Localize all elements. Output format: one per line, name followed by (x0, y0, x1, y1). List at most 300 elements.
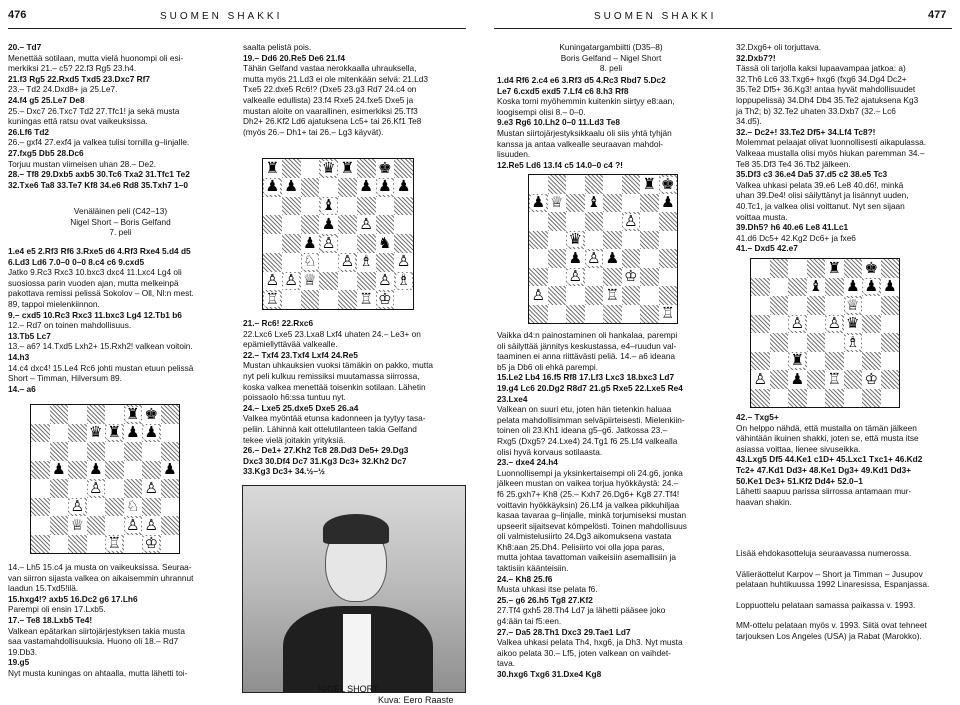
board-square (622, 305, 641, 324)
board-square (263, 290, 282, 309)
board-square (142, 516, 161, 535)
board-square (105, 535, 124, 554)
board-square (751, 259, 770, 278)
move-line: 32.Txe6 Ta8 33.Te7 Kf8 34.e6 Rd8 35.Txh7 1–0 (8, 179, 189, 190)
commentary-line: 34.d5). (736, 116, 762, 127)
game-header-line: Nigel Short – Boris Gelfand (70, 216, 171, 227)
board-square (263, 197, 282, 216)
board-square (376, 215, 395, 234)
board-square (770, 315, 789, 334)
white-knight-icon: ♘ (302, 252, 317, 271)
chess-diagram-1 (30, 404, 180, 554)
commentary-line: kanssa ja antaa valkealle seuraavan mahdol- (497, 138, 664, 149)
board-square (87, 405, 106, 424)
black-pawn-icon: ♟ (51, 460, 66, 479)
board-square (881, 259, 900, 278)
move-line: 50.Ke1 Dc3+ 51.Kf2 Dd4+ 52.0–1 (736, 475, 863, 486)
move-line: 19.g5 (8, 657, 30, 668)
left-running-title: SUOMEN SHAKKI (160, 11, 283, 22)
commentary-line: Txe5 22.dxe5 Rc6!? (Dxe5 23.g3 Rd7 24.c4 on (243, 84, 417, 95)
board-square (788, 296, 807, 315)
board-square (548, 175, 567, 194)
board-square (338, 197, 357, 216)
board-square (357, 290, 376, 309)
commentary-line: b5 ja Db6 oli ehkä parempi. (497, 361, 599, 372)
right-page-number: 477 (928, 9, 947, 21)
board-square (751, 296, 770, 315)
board-square (585, 286, 604, 305)
board-square (142, 405, 161, 424)
board-square (124, 461, 143, 480)
black-pawn-icon: ♟ (531, 193, 546, 212)
board-square (603, 268, 622, 287)
board-square (31, 479, 50, 498)
move-line: 23.Lxe4 (497, 393, 528, 404)
commentary-line: Rxg5 (Dxg5? 24.Lxe4) 24.Tg1 f6 25.Lf4 valkealla (497, 435, 678, 446)
photo-figure-hair (323, 514, 389, 544)
board-square (105, 405, 124, 424)
commentary-line: voittavin hyökkäyksin) 26.Lf4 ja valkea pikkuhiljaa (497, 499, 680, 510)
move-line: 42.– Txg5+ (736, 412, 779, 422)
board-square (640, 194, 659, 213)
right-header-rule (494, 28, 952, 29)
commentary-line: On helppo nähdä, että mustalla on tämän jälkeen (736, 422, 917, 433)
commentary-line: Jatko 9.Rc3 Rxc3 10.bxc3 dxc4 11.Lxc4 Lg4 oli (8, 267, 182, 278)
board-square (376, 197, 395, 216)
white-rook-icon: ♖ (107, 534, 122, 553)
board-square (319, 234, 338, 253)
board-square (50, 535, 69, 554)
board-square (68, 405, 87, 424)
move-line: 19.– Dd6 20.Re5 De6 21.f4 (243, 52, 345, 63)
board-square (161, 479, 180, 498)
board-square (376, 159, 395, 178)
board-square (394, 253, 413, 272)
board-square (881, 389, 900, 408)
board-square (881, 352, 900, 371)
move-line: 26.Lf6 Td2 (8, 126, 50, 137)
commentary-line: vähintään ikuinen shakki, joten se, että musta itse (736, 433, 919, 444)
board-square (161, 516, 180, 535)
white-pawn-icon: ♙ (340, 252, 355, 271)
move-line: 32.– Dc2+! 33.Te2 Df5+ 34.Lf4 Tc8?! (736, 126, 876, 137)
commentary-line: saalta pelistä pois. (243, 42, 312, 52)
board-square (548, 286, 567, 305)
commentary-line: Valkea uhkasi pelata 39.e6 Le8 40.d6!, minkä (736, 179, 904, 190)
board-square (585, 194, 604, 213)
board-square (788, 352, 807, 371)
white-king-icon: ♔ (144, 534, 159, 553)
move-line: 15.hxg4!? axb5 16.Dc2 g6 17.Lh6 (8, 593, 138, 604)
black-king-icon: ♚ (377, 159, 392, 177)
white-pawn-icon: ♙ (827, 314, 842, 333)
commentary-line: f6 25.gxh7+ Kh8 (25.– Kxh7 26.Dg6+ Kg8 27.Tf4! (497, 488, 680, 499)
commentary-line: Torjuu mustan viimeisen uhan 28.– De2. (8, 158, 157, 169)
black-pawn-icon: ♟ (396, 177, 411, 196)
col1-commentary-bottom (8, 562, 233, 679)
board-square (529, 194, 548, 213)
board-square (319, 272, 338, 291)
white-knight-icon: ♘ (125, 497, 140, 516)
board-square (87, 424, 106, 443)
board-square (770, 278, 789, 297)
white-pawn-icon: ♙ (359, 215, 374, 233)
black-rook-icon: ♜ (107, 423, 122, 442)
board-square (282, 178, 301, 197)
move-line: 12.Re5 Ld6 13.f4 c5 14.0–0 c4 ?! (497, 159, 623, 170)
board-square (751, 315, 770, 334)
board-square (640, 175, 659, 194)
commentary-line: merkiksi 21.– c5? 22.f3 Rg5 23.h4. (8, 63, 137, 74)
move-line: 15.Le2 Lb4 16.f5 Rf8 17.Lf3 Lxc3 18.bxc3 Ld7 (497, 372, 675, 383)
board-square (566, 268, 585, 287)
white-rook-icon: ♖ (265, 290, 280, 308)
commentary-line: 32.Th6 Lc6 33.Txg6+ hxg6 (fxg6 34.Dg4 Dc2+ (736, 73, 907, 84)
board-square (788, 370, 807, 389)
board-square (807, 333, 826, 352)
commentary-line: peliin. Lähinnä kait ottelutilanteen takia Gelfand (243, 423, 417, 434)
photo-figure-shirt (343, 614, 371, 693)
board-square (376, 253, 395, 272)
board-square (394, 197, 413, 216)
board-square (844, 296, 863, 315)
move-line: 30.hxg6 Txg6 31.Dxe4 Kg8 (497, 669, 602, 679)
board-square (319, 197, 338, 216)
commentary-line: 13.– a6? 14.Txd5 Lxh2+ 15.Rxh2! valkean voitoin. (8, 341, 193, 352)
col2-commentary-bottom (243, 318, 468, 477)
board-square (161, 461, 180, 480)
black-rook-icon: ♜ (642, 175, 657, 193)
board-square (161, 535, 180, 554)
board-square (529, 212, 548, 231)
board-square (862, 315, 881, 334)
commentary-line: aikoo pelata 30.– Lf5, joten valkean on vaihdet- (497, 647, 671, 658)
move-line: 21.– Rc6! 22.Rxc6 (243, 318, 314, 328)
left-header-rule (8, 28, 466, 29)
board-square (87, 516, 106, 535)
commentary-line: 26.– gxf4 27.exf4 ja valkea tulisi tornilla g–linjalle. (8, 137, 190, 148)
game-header-line: Kuningatargambiitti (D35–8) (559, 42, 663, 52)
board-square (844, 278, 863, 297)
black-bishop-icon: ♝ (321, 196, 336, 215)
board-square (548, 305, 567, 324)
board-square (659, 212, 678, 231)
board-square (263, 178, 282, 197)
board-square (881, 315, 900, 334)
black-queen-icon: ♛ (845, 314, 860, 333)
board-square (105, 479, 124, 498)
move-line: Dxc3 30.Df4 Dc7 31.Kg3 Dc3+ 32.Kh2 Dc7 (243, 455, 407, 466)
board-square (825, 278, 844, 297)
move-line: 27.fxg5 Db5 28.Dc6 (8, 147, 84, 158)
black-bishop-icon: ♝ (808, 277, 823, 296)
commentary-line: Lähetti saapuu parissa siirrossa antamaan mur- (736, 486, 912, 497)
white-pawn-icon: ♙ (125, 516, 140, 534)
board-square (862, 278, 881, 297)
commentary-line: Valkean epätarkan siirtojärjestyksen takia musta (8, 625, 185, 636)
board-square (844, 333, 863, 352)
commentary-line: saa vastamahdollisuuksia. Huono oli 18.– Rd7 (8, 636, 179, 647)
col2-commentary-top (243, 42, 468, 137)
board-square (301, 253, 320, 272)
board-square (319, 159, 338, 178)
commentary-line: Tähän Gelfand vastaa nerokkaalla uhrauksella, (243, 63, 417, 74)
commentary-line: jälkeen mustan on vaikea torjua hyökkäystä: 24.– (497, 478, 679, 489)
move-line: 32.Dxb7?! (736, 52, 776, 63)
chess-diagram-4 (750, 258, 900, 408)
board-square (161, 405, 180, 424)
note-next-issue: Lisää ehdokasotteluja seuraavassa numerossa. (736, 548, 912, 558)
board-square (105, 424, 124, 443)
board-square (394, 234, 413, 253)
board-square (105, 516, 124, 535)
board-square (50, 461, 69, 480)
move-line: 26.– De1+ 27.Kh2 Tc8 28.Dd3 De5+ 29.Dg3 (243, 445, 409, 456)
commentary-line: tava. (497, 658, 515, 669)
chess-diagram-3 (528, 174, 678, 324)
commentary-line: Valkean on suuri etu, joten hän tietenkin haluaa (497, 404, 672, 415)
board-square (319, 178, 338, 197)
white-pawn-icon: ♙ (396, 252, 411, 271)
board-square (862, 389, 881, 408)
game-header-line: 8. peli (599, 63, 623, 74)
commentary-line: Kh8:aan 25.Dh4. Pelisiirto voi olla jopa paras, (497, 541, 665, 552)
board-square (788, 278, 807, 297)
board-square (825, 370, 844, 389)
note-final: Loppuottelu pelataan samassa paikassa v. 1993. (736, 599, 916, 610)
commentary-line: Nyt musta kuningas on ahtaalla, mutta lähetti toi- (8, 667, 188, 678)
board-square (622, 231, 641, 250)
board-square (566, 212, 585, 231)
board-square (338, 178, 357, 197)
board-square (659, 231, 678, 250)
board-square (338, 215, 357, 234)
white-pawn-icon: ♙ (753, 370, 768, 388)
board-square (881, 278, 900, 297)
board-square (862, 370, 881, 389)
board-square (788, 333, 807, 352)
move-line: 27.– Da5 28.Th1 Dxc3 29.Tae1 Ld7 (497, 626, 631, 637)
commentary-line: oli säilyttää jännitys keskustassa, e4–ruudun val- (497, 340, 677, 351)
board-square (263, 215, 282, 234)
board-square (31, 498, 50, 517)
board-square (862, 333, 881, 352)
board-square (338, 272, 357, 291)
board-square (357, 197, 376, 216)
commentary-line: nyt peli kulkuu remissiksi muutamassa siirrossa, (243, 370, 420, 381)
black-rook-icon: ♜ (340, 159, 355, 177)
white-pawn-icon: ♙ (586, 249, 601, 267)
black-pawn-icon: ♟ (359, 177, 374, 196)
commentary-line: Mustan siirtojärjestyksikkaalu oli siis yhtä tyhjän (497, 127, 672, 138)
commentary-line: epämiellyttävää valkealle. (243, 339, 338, 350)
board-square (357, 159, 376, 178)
board-square (659, 286, 678, 305)
board-square (770, 259, 789, 278)
col4-notes (736, 548, 954, 642)
board-square (603, 194, 622, 213)
board-square (301, 197, 320, 216)
board-square (825, 389, 844, 408)
board-square (87, 535, 106, 554)
board-square (529, 286, 548, 305)
board-square (338, 234, 357, 253)
move-line: 20.– Td7 (8, 42, 42, 52)
commentary-line: van siirron sijasta valkea on aikaisemmin uhrannut (8, 572, 194, 583)
board-square (659, 268, 678, 287)
black-queen-icon: ♛ (568, 230, 583, 249)
board-square (751, 352, 770, 371)
board-square (585, 212, 604, 231)
board-square (301, 159, 320, 178)
move-line: 21.f3 Rg5 22.Rxd5 Txd5 23.Dxc7 Rf7 (8, 73, 151, 84)
commentary-line: Valkeaa mustalla olisi myös hiukan paremman 34.– (736, 147, 925, 158)
game7-header (8, 206, 233, 238)
move-line: 41.– Dxd5 42.e7 (736, 243, 798, 254)
board-square (751, 389, 770, 408)
board-square (529, 231, 548, 250)
commentary-line: 14.c4 dxc4! 15.Le4 Rc6 johti mustan etuun pelissä (8, 362, 194, 373)
board-square (825, 259, 844, 278)
black-rook-icon: ♜ (265, 159, 280, 177)
move-line: 14.h3 (8, 351, 30, 362)
game8-header (497, 42, 725, 74)
board-square (529, 249, 548, 268)
board-square (862, 259, 881, 278)
commentary-line: 32.Dxg6+ oli torjuttava. (736, 42, 822, 52)
board-square (844, 315, 863, 334)
black-bishop-icon: ♝ (586, 193, 601, 212)
board-square (142, 479, 161, 498)
commentary-line: (myös 26.– Dh1+ tai 26.– Lg3 käyvät). (243, 126, 384, 137)
board-square (751, 333, 770, 352)
board-square (68, 516, 87, 535)
board-square (124, 535, 143, 554)
board-square (161, 424, 180, 443)
board-square (529, 175, 548, 194)
black-pawn-icon: ♟ (302, 234, 317, 252)
board-square (659, 249, 678, 268)
board-square (50, 479, 69, 498)
board-square (585, 231, 604, 250)
board-square (622, 212, 641, 231)
board-square (770, 389, 789, 408)
commentary-line: loppupelissä) 34.Dh4 Db4 35.Te2 ajatuksena Kg3 (736, 94, 919, 105)
commentary-line: kasaa tavaraa g–linjalle, minkä torjumiseksi mustan (497, 510, 687, 521)
board-square (548, 194, 567, 213)
col4-commentary-mid (736, 412, 954, 507)
commentary-line: 27.Tf4 gxh5 28.Th4 Ld7 ja lähetti pääsee joko (497, 605, 666, 616)
commentary-line: Short – Timman, Hilversum 89. (8, 373, 122, 384)
chess-diagram-2 (262, 158, 414, 310)
commentary-line: ja Th2; b) 32.Te2 uhaten 33.Dxb7 (32.– Lc6 (736, 105, 896, 116)
board-square (142, 461, 161, 480)
board-square (124, 498, 143, 517)
board-square (31, 535, 50, 554)
board-square (394, 178, 413, 197)
board-square (807, 278, 826, 297)
move-line: 22.– Txf4 23.Txf4 Lxf4 24.Re5 (243, 349, 358, 360)
commentary-line: taaminen ei anna riittävästi peliä. 14.– a6 ideana (497, 351, 676, 362)
commentary-line: olisi hyvä korvaus sotilaasta. (497, 446, 603, 457)
white-pawn-icon: ♙ (70, 497, 85, 516)
commentary-line: pelata mahdollisimman selväpiirteisesti. Mielenkiin- (497, 414, 685, 425)
board-square (87, 442, 106, 461)
board-square (566, 249, 585, 268)
board-square (622, 268, 641, 287)
board-square (548, 268, 567, 287)
black-pawn-icon: ♟ (568, 249, 583, 267)
commentary-line: toinen oli 23.Kh1 ideana g5–g6. Jatkossa 23.– (497, 425, 668, 436)
commentary-line: Mustan uhkauksien vuoksi tämäkin on pakko, mutta (243, 360, 434, 371)
board-square (394, 290, 413, 309)
board-square (622, 175, 641, 194)
white-pawn-icon: ♙ (790, 314, 805, 333)
board-square (603, 305, 622, 324)
board-square (394, 159, 413, 178)
black-pawn-icon: ♟ (790, 370, 805, 388)
white-bishop-icon: ♗ (359, 252, 374, 271)
black-rook-icon: ♜ (827, 259, 842, 277)
board-square (603, 212, 622, 231)
commentary-line: g4:ään tai f5:een. (497, 616, 562, 627)
commentary-line: oli valmistelusiirto 24.Dg3 aikomuksena vastata (497, 531, 672, 542)
board-square (87, 479, 106, 498)
black-king-icon: ♚ (144, 405, 159, 423)
board-square (68, 461, 87, 480)
white-pawn-icon: ♙ (284, 271, 299, 290)
board-square (640, 212, 659, 231)
col1-commentary-top (8, 42, 233, 190)
board-square (529, 305, 548, 324)
move-line: 17.– Te8 18.Lxb5 Te4! (8, 614, 93, 625)
board-square (357, 272, 376, 291)
commentary-line: loogisempi olisi 8.– 0–0. (497, 106, 586, 117)
board-square (124, 516, 143, 535)
board-square (282, 159, 301, 178)
board-square (68, 479, 87, 498)
commentary-line: uhan 39.De4! olisi säilyttänyt ja lisännyt uuden, (736, 190, 909, 201)
black-pawn-icon: ♟ (284, 177, 299, 196)
white-pawn-icon: ♙ (265, 271, 280, 290)
board-square (585, 249, 604, 268)
board-square (124, 405, 143, 424)
commentary-line: 25.– Dxc7 26.Txc7 Td2 27.Tfc1! ja sekä musta (8, 105, 180, 116)
board-square (68, 498, 87, 517)
board-square (301, 178, 320, 197)
commentary-line: Dh2+ 26.Kf2 Ld6 ajatuksena Lc5+ tai 26.Kf1 Te8 (243, 116, 422, 127)
commentary-line: Valkea myöntää etunsa kadonneen ja tyytyy tasa- (243, 413, 426, 424)
commentary-line: Koska torni myöhemmin kuitenkin siirtyy e8:aan, (497, 96, 675, 107)
board-square (844, 370, 863, 389)
game-header-line: 7. peli (109, 227, 132, 238)
commentary-line: laadun 15.Txd5!ilä. (8, 583, 79, 594)
board-square (548, 231, 567, 250)
move-line: 35.Df3 c3 36.e4 Da5 37.d5 c2 38.e5 Tc3 (736, 169, 888, 180)
left-page-number: 476 (8, 9, 27, 21)
move-line: 33.Kg3 Dc3+ 34.½–½ (243, 466, 325, 477)
board-square (566, 175, 585, 194)
black-rook-icon: ♜ (125, 405, 140, 423)
commentary-line: upseerit sijaitsevat kömpelösti. Toinen mahdollisuus (497, 520, 687, 531)
note-semifinals: Välieräottelut Karpov – Short ja Timman – Jusupov pelataan huhtikuussa 1992 Linaresissa, Espanjassa. (736, 568, 930, 590)
board-square (31, 442, 50, 461)
board-square (31, 424, 50, 443)
commentary-line: 41.d6 Dc5+ 42.Kg2 Dc6+ ja fxe6 (736, 232, 856, 243)
move-line: 39.Dh5? h6 40.e6 Le8 41.Lc1 (736, 222, 849, 233)
game7-moves (8, 246, 233, 394)
board-square (825, 315, 844, 334)
